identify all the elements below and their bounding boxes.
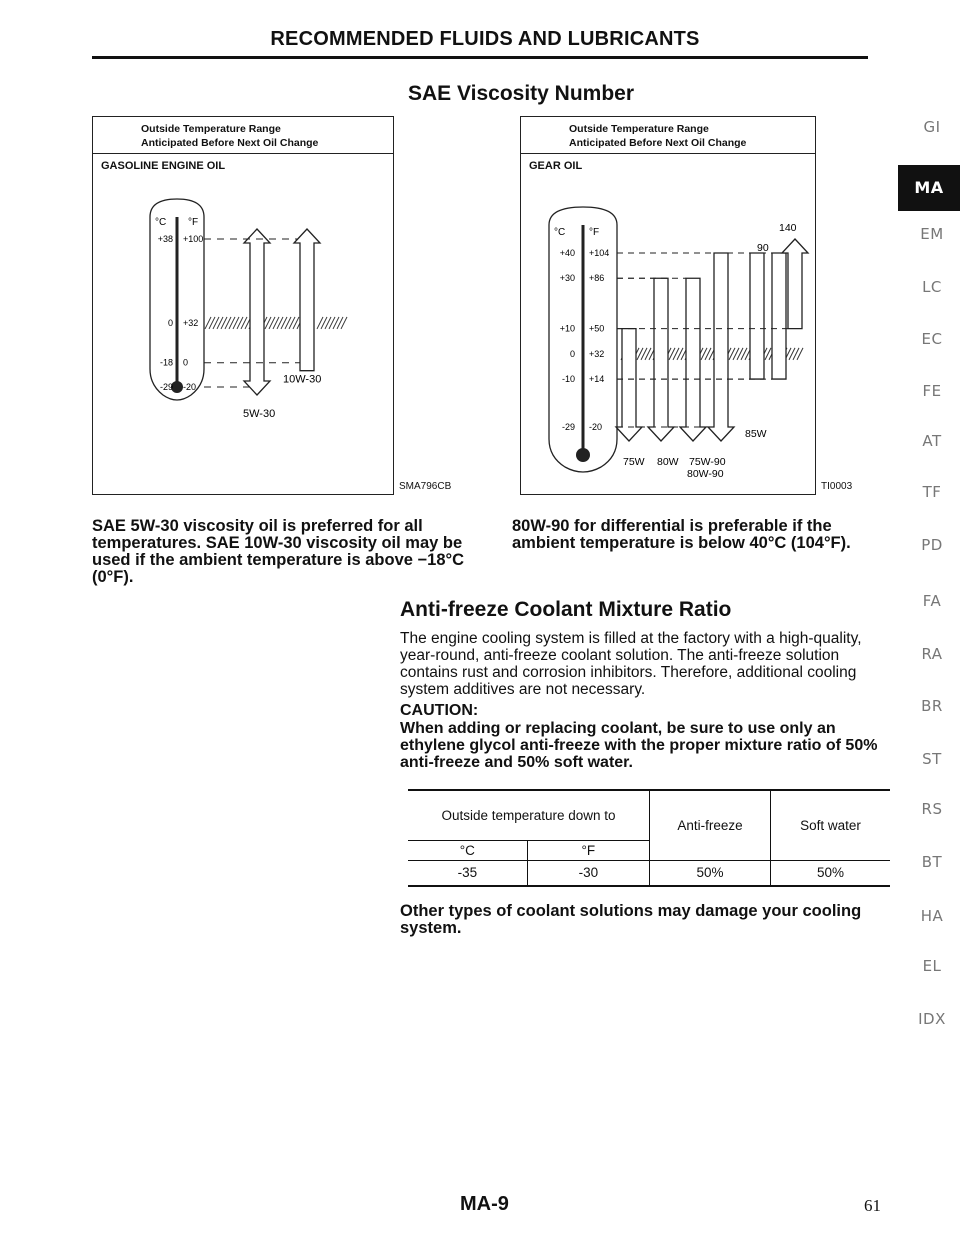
side-tab-em[interactable]: EM	[920, 225, 944, 243]
engine-oil-chart	[93, 177, 393, 437]
row-celsius: -35	[408, 860, 527, 886]
gear-grade-label: 140	[779, 222, 797, 234]
engine-f-tick: +32	[183, 317, 199, 328]
engine-figure-subtitle: GASOLINE ENGINE OIL	[101, 160, 226, 172]
side-tab-fa[interactable]: FA	[922, 592, 942, 610]
side-tab-bt[interactable]: BT	[921, 853, 943, 871]
engine-c-tick: 0	[167, 317, 173, 328]
caution-title: CAUTION:	[400, 702, 479, 719]
engine-oil-figure	[92, 116, 452, 495]
engine-c-tick: +38	[157, 234, 173, 244]
side-tab-lc[interactable]: LC	[922, 278, 942, 296]
gear-c-tick: -10	[561, 374, 575, 385]
gear-grade-bar	[648, 278, 674, 441]
engine-f-tick: 0	[183, 357, 189, 368]
antifreeze-header: Anti-freeze	[650, 790, 771, 860]
outside-temp-header: Outside temperature down to	[408, 790, 650, 840]
side-tab-ma[interactable]: MA	[898, 165, 960, 211]
side-tab-ec[interactable]: EC	[921, 330, 943, 348]
gear-thermometer-bulb	[576, 448, 590, 462]
engine-grade-bar	[244, 229, 270, 395]
viscosity-heading: SAE Viscosity Number	[408, 82, 635, 105]
gear-oil-note: 80W-90 for differential is preferable if the ambient temperature is below 40°C (104°F).	[512, 517, 851, 552]
engine-figure-header	[93, 117, 393, 154]
engine-c-tick: -29	[159, 382, 173, 392]
side-tab-rs[interactable]: RS	[921, 800, 943, 818]
engine-unit-c: °C	[155, 217, 167, 228]
engine-f-tick: -20	[183, 382, 197, 392]
title-rule	[92, 56, 868, 59]
gear-unit-f: °F	[589, 227, 600, 238]
gear-f-tick: +14	[589, 374, 605, 385]
gear-grade-label: 75W-90	[689, 456, 726, 468]
side-tab-ha[interactable]: HA	[920, 907, 944, 925]
row-fahrenheit: -30	[527, 860, 649, 886]
side-tab-el[interactable]: EL	[922, 957, 942, 975]
engine-unit-f: °F	[188, 217, 199, 228]
engine-c-tick: -18	[159, 357, 173, 368]
engine-header-line2: Anticipated Before Next Oil Change	[141, 137, 319, 149]
row-water: 50%	[816, 865, 845, 881]
celsius-header: °C	[408, 840, 527, 860]
table-row	[408, 860, 890, 886]
gear-f-tick: +104	[589, 248, 610, 258]
gear-oil-figure	[520, 116, 853, 495]
water-header: Soft water	[800, 817, 861, 833]
engine-figure-code: SMA796CB	[399, 481, 452, 492]
engine-oil-note: SAE 5W-30 viscosity oil is preferred for all temperatures. SAE 10W-30 viscosity oil may be used if the ambient temperature is above −18°C (0°F).	[92, 517, 465, 586]
gear-c-tick: +10	[559, 323, 575, 334]
gear-grade-label: 85W	[745, 428, 767, 440]
side-tab-gi[interactable]: GI	[923, 118, 941, 136]
coolant-note: Other types of coolant solutions may damage your cooling system.	[400, 902, 862, 937]
engine-f-tick: +100	[183, 234, 204, 244]
gear-oil-chart	[521, 177, 815, 477]
row-antifreeze: 50%	[650, 860, 771, 886]
gear-grade-bar	[616, 329, 642, 441]
side-tab-tf[interactable]: TF	[922, 483, 942, 501]
coolant-ratio-table	[408, 789, 890, 887]
page-title: RECOMMENDED FLUIDS AND LUBRICANTS	[270, 28, 700, 50]
gear-unit-c: °C	[554, 227, 566, 238]
engine-grade-bar	[294, 229, 320, 371]
gear-grade-bar	[772, 253, 786, 379]
gear-grade-label: 75W	[623, 456, 645, 468]
side-tab-ra[interactable]: RA	[921, 645, 943, 663]
gear-f-tick: +50	[589, 323, 605, 334]
side-tab-idx[interactable]: IDX	[918, 1010, 946, 1028]
gear-figure-code: TI0003	[821, 481, 853, 492]
gear-header-line1: Outside Temperature Range	[569, 123, 709, 135]
gear-grade-label: 90	[757, 242, 769, 254]
side-tab-st[interactable]: ST	[922, 750, 942, 768]
side-tab-br[interactable]: BR	[921, 697, 943, 715]
page-number: 61	[864, 1196, 881, 1215]
gear-f-tick: -20	[589, 422, 603, 432]
side-tab-at[interactable]: AT	[922, 432, 942, 450]
gear-grade-bar	[680, 278, 706, 441]
side-tab-fe[interactable]: FE	[922, 382, 942, 400]
gear-c-tick: +30	[559, 273, 575, 284]
gear-grade-label: 80W-90	[687, 468, 724, 477]
caution-text: When adding or replacing coolant, be sure to use only an ethylene glycol anti-freeze with the proper mixture ratio of 50% anti-freeze and 50% soft water.	[400, 720, 878, 771]
antifreeze-paragraph: The engine cooling system is filled at the factory with a high-quality, year-round, anti-freeze coolant solution. The anti-freeze solution contains rust and corrosion inhibitors. Therefore, additional cooling system additives are not necessary.	[400, 630, 862, 698]
gear-f-tick: +32	[589, 348, 605, 359]
side-tab-pd[interactable]: PD	[921, 536, 943, 554]
engine-header-line1: Outside Temperature Range	[141, 123, 281, 135]
engine-grade-label: 5W-30	[243, 408, 276, 420]
gear-c-tick: 0	[569, 348, 575, 359]
gear-grade-bar	[708, 253, 734, 441]
gear-grade-bar	[750, 253, 764, 379]
page-label: MA-9	[460, 1193, 509, 1215]
antifreeze-heading: Anti-freeze Coolant Mixture Ratio	[400, 598, 732, 621]
gear-c-tick: -29	[561, 422, 575, 432]
gear-figure-subtitle: GEAR OIL	[529, 160, 583, 172]
fahrenheit-header: °F	[527, 840, 649, 860]
gear-header-line2: Anticipated Before Next Oil Change	[569, 137, 747, 149]
gear-f-tick: +86	[589, 273, 605, 284]
gear-c-tick: +40	[559, 248, 575, 258]
gear-figure-header	[521, 117, 815, 154]
engine-grade-label: 10W-30	[283, 373, 322, 386]
gear-grade-label: 80W	[657, 456, 679, 468]
